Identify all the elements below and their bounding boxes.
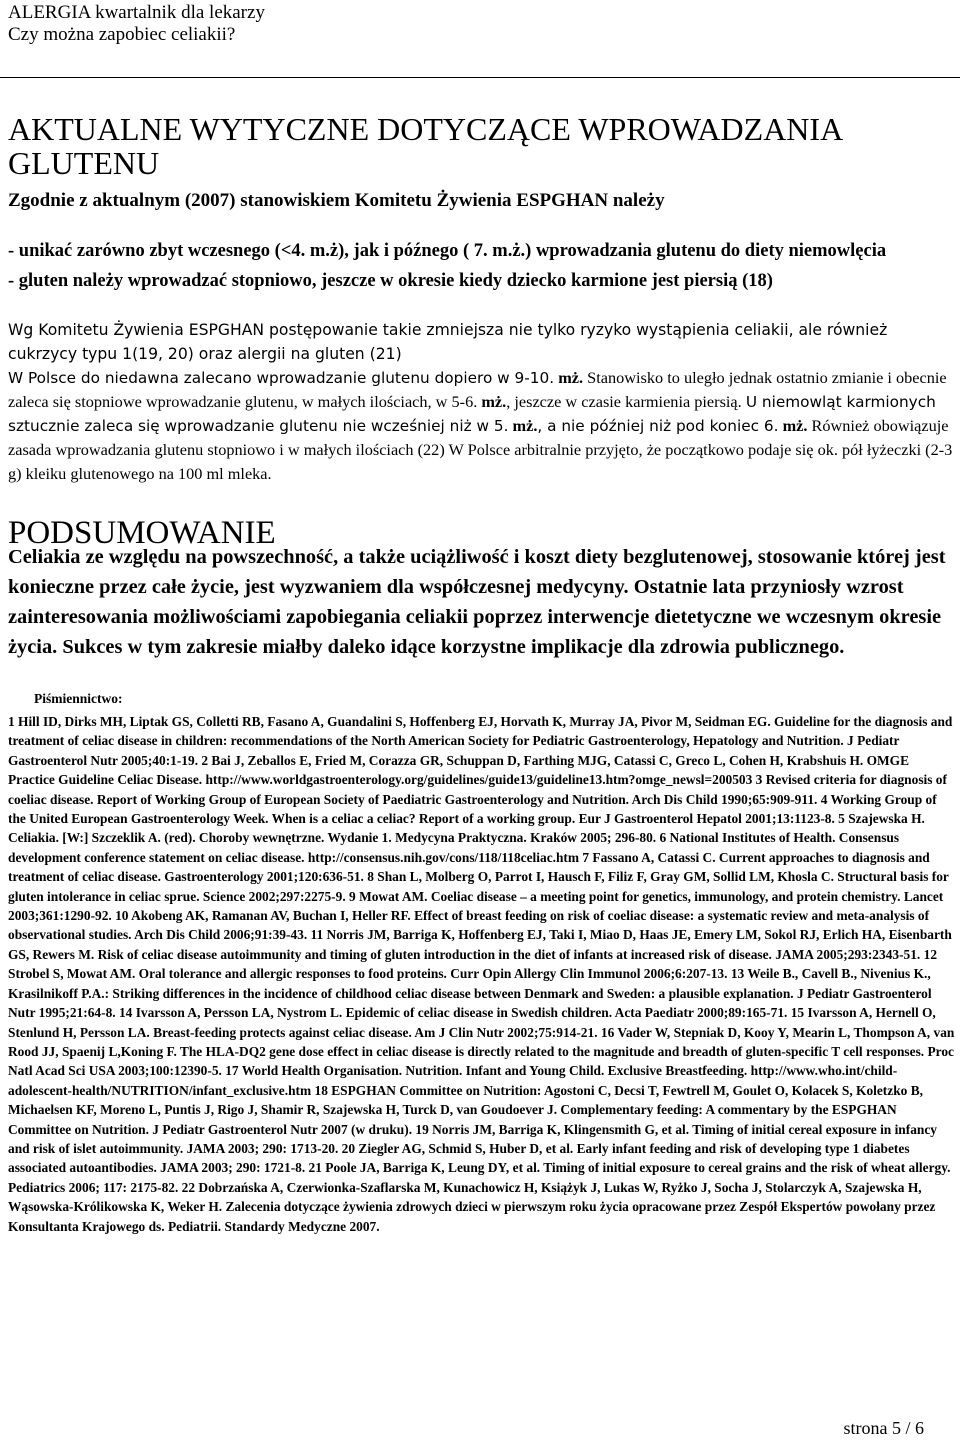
poland-part-3: Stanowisko to uległo jednak ostatnio zmianie i obecnie zaleca się stopniowe wprowadzanie glutenu, w małych ilościach, w 5-6. bbox=[8, 368, 947, 411]
poland-part-4: mż. bbox=[481, 392, 507, 411]
poland-part-5: , jeszcze w czasie karmienia piersią. bbox=[506, 392, 742, 411]
references-label: Piśmiennictwo: bbox=[34, 691, 123, 706]
article-title: Czy można zapobiec celiakii? bbox=[8, 24, 236, 45]
references-list: 1 Hill ID, Dirks MH, Liptak GS, Colletti RB, Fasano A, Guandalini S, Hoffenberg EJ, Horvath K, Murray JA, Pivor M, Seidman EG. Guideline for the diagnosis and treatment of celiac disease in children: recommendations of the North American Society for Pediatric Gastroenterology, Hepatology and Nutrition. J Pediatr Gastroenterol Nutr 2005;40:1-19. 2 Bai J, Zeballos E, Fried M, Corazza GR, Schuppan D, Farthing MJG, Catassi C, Greco L, Cohen H, Krabshuis H. OMGE Practice Guideline Celiac Disease. http://www.worldgastroenterology.org/guidelines/guide13/guideline13.htm?omge_newsl=200503 3 Revised criteria for diagnosis of coeliac disease. Report of Working Group of European Society of Paediatric Gastroenterology and Nutrition. Arch Dis Child 1990;65:909-911. 4 Working Group of the United European Gastroenterology Week. When is a celiac a celiac? Report of a working group. Eur J Gastroenterol Hepatol 2001;13:1123-8. 5 Szajewska H. Celiakia. [W:] Szczeklik A. (red). Choroby wewnętrzne. Wydanie 1. Medycyna Praktyczna. Kraków 2005; 296-80. 6 National Institutes of Health. Consensus development conference statement on celiac disease. http://consensus.nih.gov/cons/118/118celiac.htm 7 Fassano A, Catassi C. Current approaches to diagnosis and treatment of celiac disease. Gastroenterology 2001;120:636-51. 8 Shan L, Molberg O, Parrot I, Hausch F, Filiz F, Gray GM, Sollid LM, Khosla C. Structural basis for gluten intolerance in celiac sprue. Science 2002;297:2275-9. 9 Mowat AM. Coeliac disease – a meeting point for genetics, immunology, and protein chemistry. Lancet 2003;361:1290-92. 10 Akobeng AK, Ramanan AV, Buchan I, Heller RF. Effect of breast feeding on risk of coeliac disease: a systematic review and meta-analysis of observational studies. Arch Dis Child 2006;91:39-43. 11 Norris JM, Barriga K, Hoffenberg EJ, Taki I, Miao D, Haas JE, Emery LM, Sokol RJ, Erlich HA, Eisenbarth GS, Rewers M. Risk of celiac disease autoimmunity and timing of gluten introduction in the diet of infants at increased risk of disease. JAMA 2005;293:2343-51. 12 Strobel S, Mowat AM. Oral tolerance and allergic responses to food proteins. Curr Opin Allergy Clin Immunol 2006;6:207-13. 13 Weile B., Cavell B., Nivenius K., Krasilnikoff P.A.: Striking differences in the incidence of childhood celiac disease between Denmark and Sweden: a plausible explanation. J Pediatr Gastroenterol Nutr 1995;21:64-8. 14 Ivarsson A, Persson LA, Nystrom L. Epidemic of celiac disease in Swedish children. Acta Paediatr 2000;89:165-71. 15 Ivarsson A, Hernell O, Stenlund H, Persson LA. Breast-feeding protects against celiac disease. Am J Clin Nutr 2002;75:914-21. 16 Vader W, Stepniak D, Kooy Y, Mearin L, Thompson A, van Rood JJ, Spaenij L,Koning F. The HLA-DQ2 gene dose effect in celiac disease is directly related to the magnitude and breadth of gluten-specific T cell responses. Proc Natl Acad Sci USA 2003;100:12390-5. 17 World Health Organisation. Nutrition. Infant and Young Child. Exclusive Breastfeeding. http://www.who.int/child-adolescent-health/NUTRITION/infant_exclusive.htm 18 ESPGHAN Committee on Nutrition: Agostoni C, Decsi T, Fewtrell M, Goulet O, Kolacek S, Koletzko B, Michaelsen KF, Moreno L, Puntis J, Rigo J, Shamir R, Szajewska H, Turck D, van Goudoever J. Complementary feeding: A commentary by the ESPGHAN Committee on Nutrition. J Pediatr Gastroenterol Nutr 2007 (w druku). 19 Norris JM, Barriga K, Klingensmith G, et al. Timing of initial cereal exposure in infancy and risk of islet autoimmunity. JAMA 2003; 290: 1713-20. 20 Ziegler AG, Schmid S, Huber D, et al. Early infant feeding and risk of developing type 1 diabetes associated autoantibodies. JAMA 2003; 290: 1721-8. 21 Poole JA, Barriga K, Leung DY, et al. Timing of initial exposure to cereal grains and the risk of wheat allergy. Pediatrics 2006; 117: 2175-82. 22 Dobrzańska A, Czerwionka-Szaflarska M, Kunachowicz H, Książyk J, Lukas W, Ryżko J, Socha J, Stolarczyk A, Szajewska H, Wąsowska-Królikowska K, Weker H. Zalecenia dotyczące żywienia zdrowych dzieci w pierwszym roku życia opracowane przez Zespół Ekspertów powołany przez Konsultanta Krajowego ds. Pediatrii. Standardy Medyczne 2007. bbox=[8, 714, 955, 1234]
poland-text bbox=[8, 366, 953, 486]
page-header bbox=[8, 2, 265, 46]
poland-paragraph bbox=[8, 366, 953, 486]
espghan-text: Wg Komitetu Żywienia ESPGHAN postępowanie takie zmniejsza nie tylko ryzyko wystąpienia celiakii, ale również cukrzycy typu 1(19, 20) oraz alergii na gluten (21) bbox=[8, 321, 888, 363]
summary-text: Celiakia ze względu na powszechność, a także uciążliwość i koszt diety bezglutenowej, stosowanie której jest konieczne przez całe życie, jest wyzwaniem dla współczesnej medycyny. Ostatnie lata przyniosły wzrost zainteresowania możliwościami zapobiegania celiakii poprzez interwencje dietetyczne we wczesnym okresie życia. Sukces w tym zakresie miałby daleko idące korzystne implikacje dla zdrowia publicznego. bbox=[8, 546, 946, 658]
summary-title: PODSUMOWANIE bbox=[8, 515, 276, 551]
poland-part-6: U niemowląt karmionych sztucznie zaleca się wprowadzanie glutenu nie wcześniej niż w 5. bbox=[8, 393, 936, 435]
journal-title: ALERGIA kwartalnik dla lekarzy bbox=[8, 2, 265, 23]
poland-part-1: W Polsce do niedawna zalecano wprowadzanie glutenu dopiero w 9-10. bbox=[8, 369, 555, 387]
poland-part-7: mż. bbox=[512, 416, 538, 435]
intro-text: Zgodnie z aktualnym (2007) stanowiskiem Komitetu Żywienia ESPGHAN należy bbox=[8, 190, 665, 211]
recommendation-item: - unikać zarówno zbyt wczesnego (<4. m.ż), jak i późnego ( 7. m.ż.) wprowadzania glutenu do diety niemowlęcia bbox=[8, 241, 887, 261]
poland-part-8: , a nie później niż pod koniec 6. bbox=[537, 417, 779, 435]
recommendation-item: - gluten należy wprowadzać stopniowo, jeszcze w okresie kiedy dziecko karmione jest piersią (18) bbox=[8, 271, 773, 291]
poland-part-10: Również obowiązuje zasada wprowadzania glutenu stopniowo i w małych ilościach (22) W Polsce arbitralnie przyjęto, że początkowo podaje się ok. pół łyżeczki (2-3 g) kleiku glutenowego na 100 ml mleka. bbox=[8, 416, 953, 483]
poland-part-2: mż. bbox=[558, 368, 584, 387]
recommendations-list bbox=[8, 240, 948, 292]
poland-part-9: mż. bbox=[782, 416, 808, 435]
page-number: strona 5 / 6 bbox=[843, 1418, 924, 1438]
espghan-paragraph bbox=[8, 318, 953, 366]
section-title: AKTUALNE WYTYCZNE DOTYCZĄCE WPROWADZANIA GLUTENU bbox=[8, 111, 842, 181]
header-divider bbox=[0, 77, 960, 78]
